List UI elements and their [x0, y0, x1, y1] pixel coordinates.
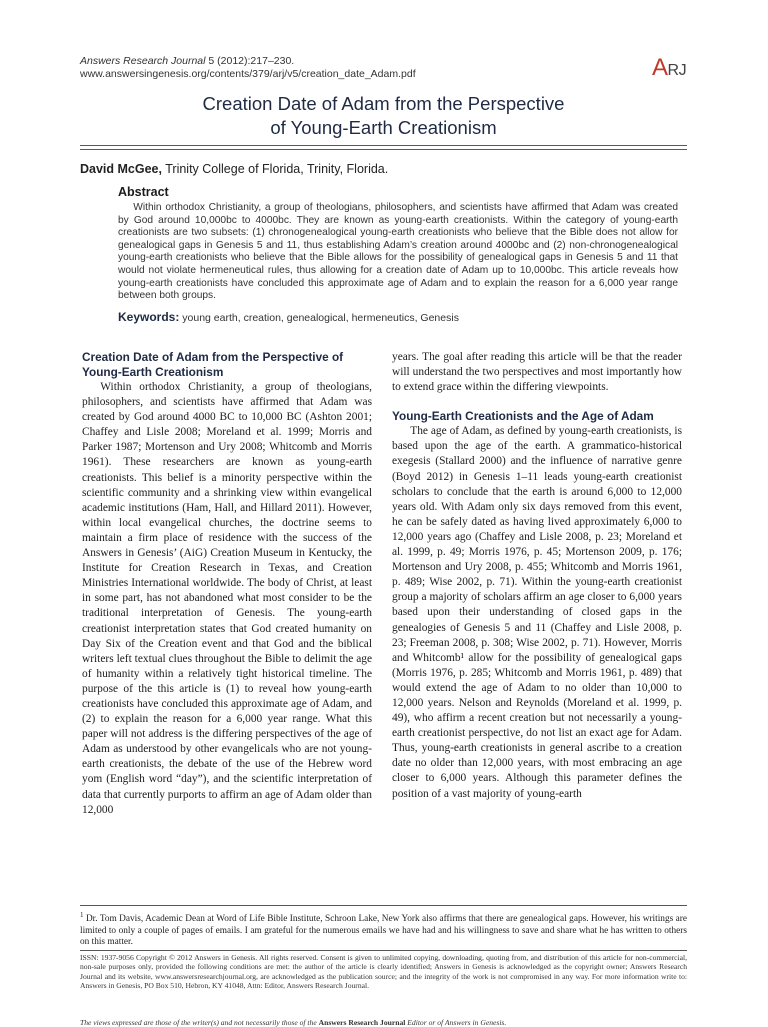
- abstract-heading: Abstract: [118, 185, 169, 199]
- author-line: [80, 162, 388, 176]
- author-name: David McGee,: [80, 162, 162, 176]
- keywords-line: [118, 310, 678, 324]
- journal-volume: 5 (2012):217–230.: [208, 55, 295, 67]
- intro-paragraph-continued: years. The goal after reading this article will be that the reader will understand the two perspectives and most importantly how to extend grace within the differing viewpoints.: [392, 351, 682, 394]
- left-column: [82, 350, 372, 818]
- footnote-marker: 1: [80, 911, 84, 919]
- footnote-rule: [80, 905, 687, 906]
- intro-paragraph: Within orthodox Christianity, a group of theologians, philosophers, and scientists have affirmed that Adam was created by God around 4000 BC to 10,000 BC (Ashton 2001; Chaffey and Lisle 2008; Moreland et al. 1999; Morris and Parker 1987; Mortenson and Ury 2008; Whitcomb and Morris 1961). These researchers are known as young-earth creationists. This belief is a minority perspective within the scientific community and a shrinking view within evangelical academic institutions (Ham, Hall, and Hillard 2011). However, within local evangelical churches, the doctrine seems to maintain a firm place of residence with the success of the Answers in Genesis’ (AiG) Creation Museum in Kentucky, the Institute for Creation Research in Texas, and Creation Ministries International worldwide. The body of Christ, at least in some part, has not abandoned what most consider to be the traditional interpretation of Genesis. The young-earth creationist interpretation states that God created humanity on Day Six of the Creation event and that God and the biblical writers left textual clues throughout the Bible to delimit the age of humanity within a relatively tight historical timeline. The purpose of the this article is (1) to reveal how young-earth creationists have concluded this approximate age of Adam, and (2) to explain the reason for a 6,000 year range. What this paper will not address is the differing perspectives of the age of Adam as understood by other evangelicals who are not young-earth creationists, the debate of the use of the Hebrew word yom (English word “day”), and the scientific interpretation of data that currently purports to affirm an age of Adam older than 12,000: [82, 381, 372, 816]
- footnote-text: Dr. Tom Davis, Academic Dean at Word of Life Bible Institute, Schroon Lake, New York also affirms that there are genealogical gaps. However, his writings are limited to only a couple of pages of emails. I am grateful for the numerous emails we have had and his willingness to save and share what he has written to others on this matter.: [80, 914, 687, 948]
- arj-logo-a: A: [652, 54, 668, 81]
- views-pre: The views expressed are those of the writer(s) and not necessarily those of the: [80, 1018, 317, 1027]
- title-rule: [80, 145, 687, 146]
- copyright-rule: [80, 950, 687, 951]
- author-affiliation: Trinity College of Florida, Trinity, Florida.: [165, 162, 389, 176]
- right-column: [392, 350, 682, 802]
- copyright-notice: ISSN: 1937-9056 Copyright © 2012 Answers in Genesis. All rights reserved. Consent is given to unlimited copying, downloading, quoting from, and distribution of this article for non-commercial, non-sale purposes only, provided the following conditions are met: the author of the article is clearly identified; Answers in Genesis is acknowledged as the copyright owner; Answers Research Journal and its website, www.answersresearchjournal.org, are acknowledged as the publication source; and the integrity of the work is not compromised in any way. For more information write to: Answers in Genesis, PO Box 510, Hebron, KY 41048, Attn: Editor, Answers Research Journal.: [80, 953, 687, 991]
- journal-header: [80, 55, 640, 81]
- section-heading-intro: Creation Date of Adam from the Perspective of Young-Earth Creationism: [82, 350, 344, 379]
- abstract-text: Within orthodox Christianity, a group of theologians, philosophers, and scientists have affirmed that Adam was created by God around 10,000bc to 4000bc. They are known as young-earth creationists. Within the category of young-earth creationists are two subsets: (1) chronogenealogical young-earth creationists who believe that the Bible does not allow for genealogical gaps in Genesis 5 and 11, thus establishing Adam’s creation around 4000bc and (2) non-chronogenealogical young-earth creationists who believe that the Bible allows for the possibility of genealogical gaps in Genesis 5 and 11 that would not violate hermeneutical rules, thus allowing for a creation date of Adam up to 10,000bc. This article reveals how young-earth creationists have concluded this approximate age of Adam and to explain the reason for a 6,000 year range between both groups.: [118, 202, 678, 302]
- journal-url[interactable]: www.answersingenesis.org/contents/379/arj/v5/creation_date_Adam.pdf: [80, 68, 416, 80]
- keywords-list: young earth, creation, genealogical, hermeneutics, Genesis: [182, 311, 459, 324]
- journal-citation: [80, 55, 640, 68]
- arj-logo: [652, 54, 686, 82]
- views-disclaimer: [80, 1018, 687, 1027]
- keywords-label: Keywords:: [118, 309, 180, 324]
- age-of-adam-paragraph: The age of Adam, as defined by young-earth creationists, is based upon the age of the earth. A grammatico-historical exegesis (Stallard 2000) and the influence of narrative genre (Boyd 2012) in Genesis 1–11 leads young-earth creationist scholars to conclude that the earth is around 6,000 to 12,000 years old. With Adam only six days removed from this event, he can be safely dated as having lived approximately 6,000 to 12,000 years ago (Chaffey and Lisle 2008, p. 23; Moreland et al. 1999, p. 49; Morris 1976, p. 45; Mortenson 2009, p. 176; Mortenson and Ury 2008, p. 455; Whitcomb and Morris 1961, p. 489; Wise 2002, p. 71). Within the young-earth creationist group a majority of scholars affirm an age closer to 6,000 years based upon their understanding of closed gaps in the genealogies of Genesis 5 and 11 (Chaffey and Lisle 2008, p. 23; Freeman 2008, p. 308; Wise 2002, p. 71). However, Morris and Whitcomb¹ allow for the possibility of genealogical gaps (Morris 1976, p. 285; Whitcomb and Morris 1961, p. 489) that would extend the age of Adam to no older than 10,000 to 12,000 years. Nelson and Reynolds (Moreland et al. 1999, p. 49), who affirm a recent creation but not necessarily a young-earth creationist perspective, do not list an exact age for Adam. Thus, young-earth creationists in general ascribe to a creation date no older than 12,000 years, with most embracing an age closer to 6,000 years. Although this parameter defines the position of a vast majority of young-earth: [392, 425, 682, 800]
- footnote: [80, 910, 687, 949]
- article-title: [80, 92, 687, 140]
- title-rule-thin: [80, 149, 687, 150]
- abstract-section: [118, 185, 678, 324]
- views-journal: Answers Research Journal: [318, 1018, 406, 1027]
- journal-name: Answers Research Journal: [80, 55, 206, 67]
- section-heading-age-of-adam: Young-Earth Creationists and the Age of Adam: [392, 409, 654, 424]
- arj-logo-rj: RJ: [667, 62, 687, 79]
- title-line-1: Creation Date of Adam from the Perspective: [202, 93, 565, 114]
- title-line-2: of Young-Earth Creationism: [270, 117, 497, 138]
- views-post: Editor or of Answers in Genesis.: [407, 1018, 507, 1027]
